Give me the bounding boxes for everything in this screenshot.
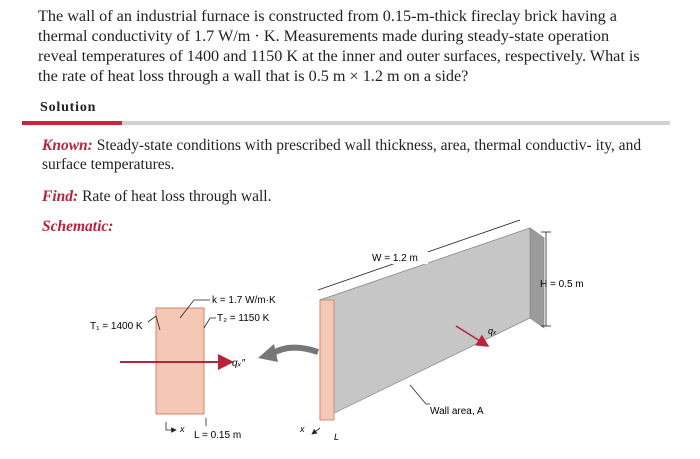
area-leader bbox=[410, 385, 430, 404]
x-axis-arrow bbox=[166, 422, 176, 430]
slab-side-face bbox=[530, 228, 544, 328]
t2-leader bbox=[204, 318, 216, 328]
problem-statement: The wall of an industrial furnace is constructed from 0.15-m-thick fireclay brick having a thermal conductivity of 1.7 W/m · K. Measurements made during steady-state operation reveal temperatures of 1400 and 1150 K at the inner and outer surfaces, respectively. What is the rate of heat loss through a wall that is 0.5 m × 1.2 m on a side? bbox=[38, 7, 640, 85]
slab-x-arrow bbox=[312, 428, 320, 434]
qx-label: qₓ bbox=[488, 326, 497, 336]
find-label: Find: bbox=[42, 188, 79, 205]
L-label: L = 0.15 m bbox=[194, 430, 242, 441]
slab-hot-face bbox=[320, 300, 334, 420]
zoom-arrow-head bbox=[258, 344, 278, 362]
zoom-arrow-curve bbox=[272, 348, 318, 354]
k-label: k = 1.7 W/m·K bbox=[212, 295, 276, 306]
schematic-label: Schematic: bbox=[42, 218, 114, 235]
x-label: x bbox=[180, 424, 185, 434]
area-label: Wall area, A bbox=[430, 406, 484, 417]
q-flux-label: qₓ″ bbox=[232, 358, 245, 369]
t2-label: T₂ = 1150 K bbox=[217, 313, 270, 324]
W-label: W = 1.2 m bbox=[372, 253, 418, 264]
find-text: Rate of heat loss through wall. bbox=[82, 188, 272, 205]
known-label: Known: bbox=[42, 137, 93, 154]
known-text: Steady-state conditions with prescribed wall thickness, area, thermal conductiv- ity, and surface temperatures. bbox=[42, 137, 642, 173]
t1-label: T₁ = 1400 K bbox=[90, 321, 143, 332]
solution-heading: Solution bbox=[40, 100, 97, 115]
slab-x-label: x bbox=[300, 424, 305, 434]
slab-L-label: L bbox=[334, 432, 340, 442]
H-label: H = 0.5 m bbox=[540, 279, 584, 290]
